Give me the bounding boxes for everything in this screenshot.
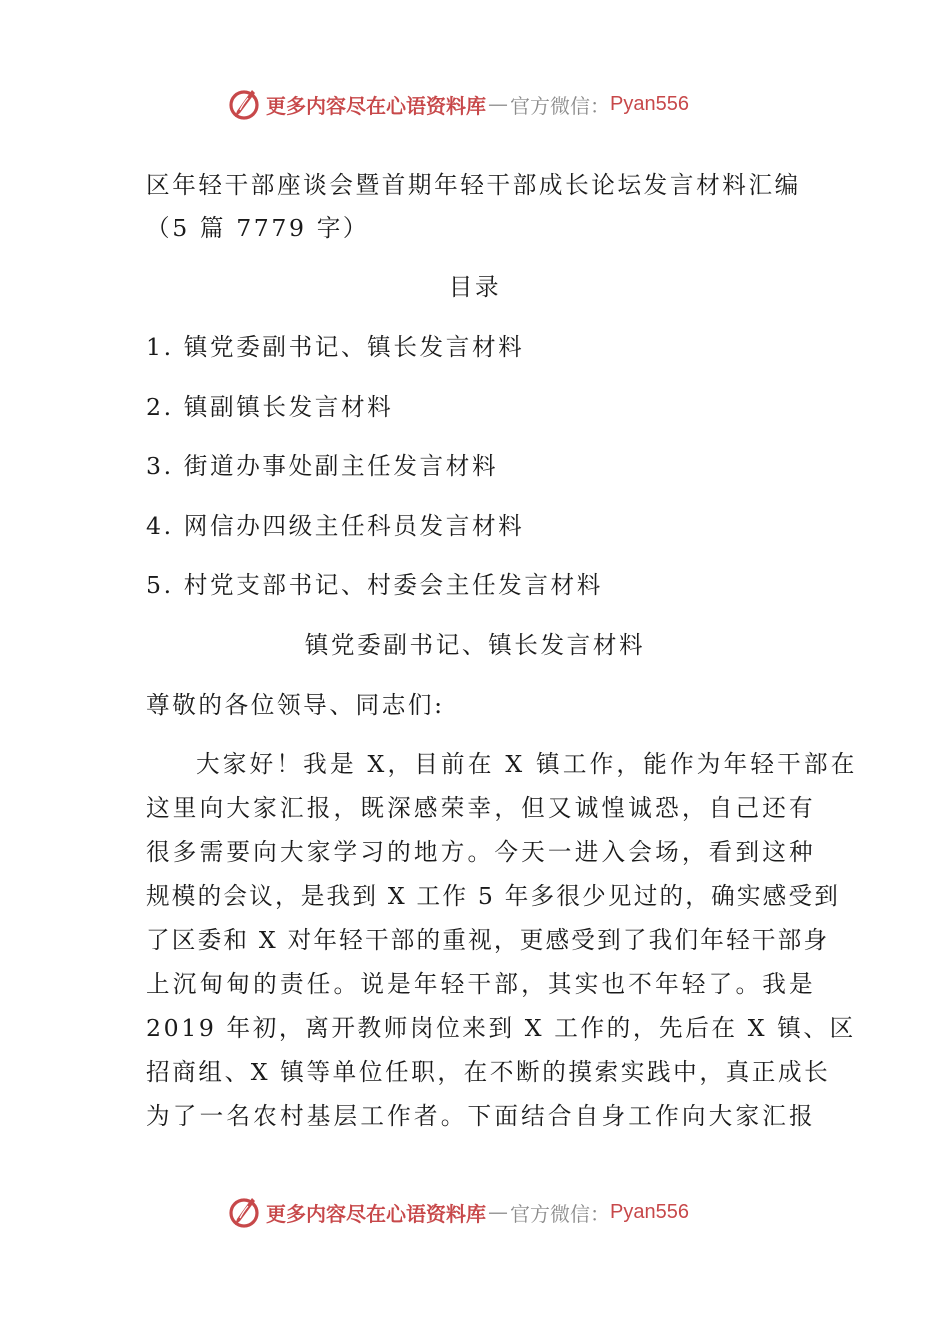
watermark-wechat-label: 官方微信： (510, 1201, 610, 1226)
body-line-6: 上沉甸甸的责任。说是年轻干部，其实也不年轻了。我是 (146, 970, 816, 998)
toc-item-5: 5. 村党支部书记、村委会主任发言材料 (146, 571, 603, 599)
body-line-7: 2019 年初，离开教师岗位来到 X 工作的，先后在 X 镇、区 (146, 1014, 856, 1042)
section-title: 镇党委副书记、镇长发言材料 (304, 631, 646, 659)
watermark-dash: — (488, 1200, 508, 1224)
toc-heading: 目录 (448, 273, 502, 301)
pen-in-circle-icon (226, 1194, 262, 1230)
pen-in-circle-icon (226, 86, 262, 122)
watermark-wechat-label: 官方微信： (510, 93, 610, 118)
watermark-wechat-id: Pyan556 (610, 1200, 689, 1223)
toc-item-2: 2. 镇副镇长发言材料 (146, 393, 394, 421)
body-line-3: 很多需要向大家学习的地方。今天一进入会场，看到这种 (146, 838, 816, 866)
body-line-4: 规模的会议，是我到 X 工作 5 年多很少见过的，确实感受到 (146, 882, 841, 910)
document-title-line2: （5 篇 7779 字） (146, 214, 370, 242)
watermark-banner-top (226, 84, 689, 124)
toc-item-1: 1. 镇党委副书记、镇长发言材料 (146, 333, 525, 361)
body-line-8: 招商组、X 镇等单位任职，在不断的摸索实践中，真正成长 (146, 1058, 831, 1086)
salutation: 尊敬的各位领导、同志们: (146, 691, 445, 719)
watermark-wechat-id: Pyan556 (610, 92, 689, 115)
body-line-2: 这里向大家汇报，既深感荣幸，但又诚惶诚恐，自己还有 (146, 794, 816, 822)
watermark-dash: — (488, 92, 508, 116)
watermark-brand: 更多内容尽在心语资料库 (266, 1201, 486, 1226)
body-line-5: 了区委和 X 对年轻干部的重视，更感受到了我们年轻干部身 (146, 926, 830, 954)
watermark-brand: 更多内容尽在心语资料库 (266, 93, 486, 118)
document-title-line1: 区年轻干部座谈会暨首期年轻干部成长论坛发言材料汇编 (146, 171, 801, 199)
body-line-1: 大家好！我是 X，目前在 X 镇工作，能作为年轻干部在 (196, 750, 858, 778)
body-line-9: 为了一名农村基层工作者。下面结合自身工作向大家汇报 (146, 1102, 816, 1130)
watermark-banner-bottom (226, 1192, 689, 1232)
toc-item-4: 4. 网信办四级主任科员发言材料 (146, 512, 525, 540)
toc-item-3: 3. 街道办事处副主任发言材料 (146, 452, 499, 480)
